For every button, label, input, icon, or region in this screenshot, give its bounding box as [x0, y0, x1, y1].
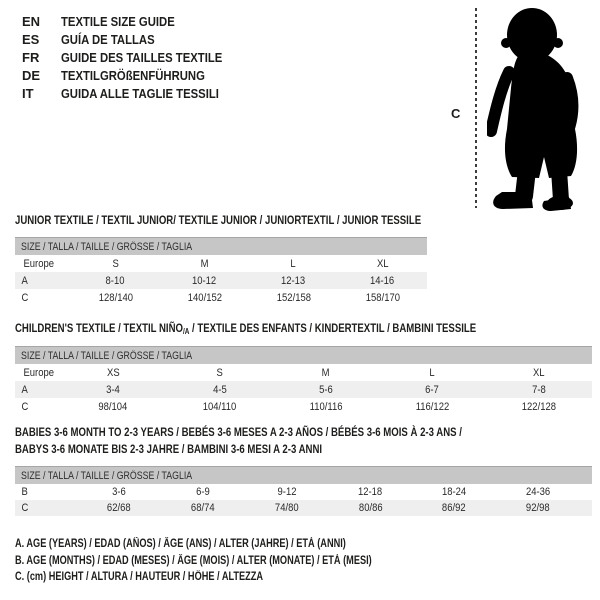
size-table-header: SIZE / TALLA / TAILLE / GRÖSSE / TAGLIA — [15, 237, 427, 255]
cell: S — [112, 257, 119, 270]
table-row — [15, 289, 427, 306]
row-label: C — [21, 502, 29, 514]
cell: M — [322, 366, 330, 379]
language-code: FR — [22, 50, 40, 65]
cell: 104/110 — [202, 400, 237, 413]
cell: 80/86 — [358, 502, 383, 514]
size-table-header: SIZE / TALLA / TAILLE / GRÖSSE / TAGLIA — [15, 346, 592, 364]
row-label: Europe — [23, 257, 55, 270]
note-line-c: C. (cm) HEIGHT / ALTURA / HAUTEUR / HÖHE / ALTEZZA — [15, 571, 264, 583]
cell: 7-8 — [531, 383, 546, 396]
language-code: ES — [22, 32, 40, 47]
language-row-es — [22, 31, 246, 49]
row-label: C — [21, 291, 29, 304]
cell: 10-12 — [192, 274, 217, 287]
cell: S — [216, 366, 223, 379]
language-label: TEXTILGRÖßENFÜHRUNG — [61, 68, 205, 83]
cell: 86/92 — [442, 502, 467, 514]
cell: XL — [533, 366, 545, 379]
table-row — [15, 272, 427, 289]
cell: 158/170 — [365, 291, 400, 304]
cell: M — [200, 257, 209, 270]
cell: 6-7 — [425, 383, 440, 396]
table-row — [15, 255, 427, 272]
cell: 62/68 — [107, 502, 131, 514]
language-row-it — [22, 85, 246, 103]
cell: 110/116 — [309, 400, 343, 413]
table-row — [15, 500, 592, 516]
language-row-fr — [22, 49, 246, 67]
row-label: A — [21, 274, 28, 287]
language-label: GUÍA DE TALLAS — [61, 32, 155, 47]
language-label: GUIDA ALLE TAGLIE TESSILI — [61, 86, 219, 101]
row-label: C — [21, 400, 29, 413]
note-line-b: B. AGE (MONTHS) / EDAD (MESES) / ÂGE (MOIS) / ALTER (MONATE) / ETÀ (MESI) — [15, 554, 372, 567]
cell: L — [429, 366, 436, 379]
cell: 116/122 — [415, 400, 450, 413]
table-row — [15, 484, 592, 500]
table-row — [15, 398, 592, 415]
cell: 140/152 — [187, 291, 222, 304]
cell: 14-16 — [370, 274, 395, 287]
cell: XL — [376, 257, 389, 270]
cell: L — [290, 257, 297, 270]
cell: 98/104 — [98, 400, 128, 413]
language-row-de — [22, 67, 246, 85]
subscript: /A — [182, 327, 190, 336]
cell: XS — [106, 366, 120, 379]
note-line-a: A. AGE (YEARS) / EDAD (AÑOS) / ÂGE (ANS) / ALTER (JAHRE) / ETÀ (ANNI) — [15, 538, 346, 550]
babies-size-table — [15, 466, 592, 516]
language-code: DE — [22, 68, 41, 83]
cell: 18-24 — [442, 486, 467, 498]
cell: 4-5 — [212, 383, 227, 396]
cell: 3-4 — [106, 383, 121, 396]
cell: 24-36 — [525, 486, 551, 498]
row-label: A — [21, 383, 28, 396]
babies-section-title: BABIES 3-6 MONTH TO 2-3 YEARS / BEBÉS 3-6 MESES A 2-3 AÑOS / BÉBÉS 3-6 MOIS À 2-3 ANS / BABYS 3-6 MONATE BIS 2-3 JAHRE / BAMBINI 3-6 MESI A 2-3 ANNI — [15, 425, 462, 456]
table-row — [15, 364, 592, 381]
cell: 74/80 — [274, 502, 299, 514]
cell: 5-6 — [319, 383, 333, 396]
cell: 122/128 — [521, 400, 556, 413]
cell: 8-10 — [106, 274, 125, 287]
table-row — [15, 381, 592, 398]
cell: 6-9 — [195, 486, 210, 498]
language-row-en — [22, 13, 246, 31]
language-list — [22, 13, 246, 103]
language-code: IT — [22, 86, 34, 101]
language-code: EN — [22, 14, 41, 29]
cell: 12-18 — [358, 486, 383, 498]
children-section-title: CHILDREN'S TEXTILE / TEXTIL $NIÑO_{/A}$ / TEXTILE DES ENFANTS / KINDERTEXTIL / BAMBINI TESSILE — [15, 321, 477, 336]
cell: 128/140 — [98, 291, 133, 304]
height-measure-label: C — [451, 106, 461, 121]
cell: 152/158 — [276, 291, 311, 304]
junior-size-table — [15, 237, 427, 306]
cell: 92/98 — [526, 502, 550, 514]
row-label: Europe — [23, 366, 55, 379]
language-label: GUIDE DES TAILLES TEXTILE — [61, 50, 223, 65]
children-size-table — [15, 346, 592, 415]
cell: 68/74 — [190, 502, 215, 514]
language-label: TEXTILE SIZE GUIDE — [61, 14, 175, 29]
cell: 3-6 — [112, 486, 126, 498]
cell: 9-12 — [277, 486, 297, 498]
height-measure-dashed-line — [475, 8, 477, 208]
cell: 12-13 — [281, 274, 306, 287]
measurement-notes — [15, 536, 461, 586]
baby-silhouette-icon — [487, 4, 599, 216]
junior-section-title: JUNIOR TEXTILE / TEXTIL JUNIOR/ TEXTILE JUNIOR / JUNIORTEXTIL / JUNIOR TESSILE — [15, 213, 422, 227]
size-table-header: SIZE / TALLA / TAILLE / GRÖSSE / TAGLIA — [15, 466, 592, 484]
row-label: B — [21, 486, 28, 498]
